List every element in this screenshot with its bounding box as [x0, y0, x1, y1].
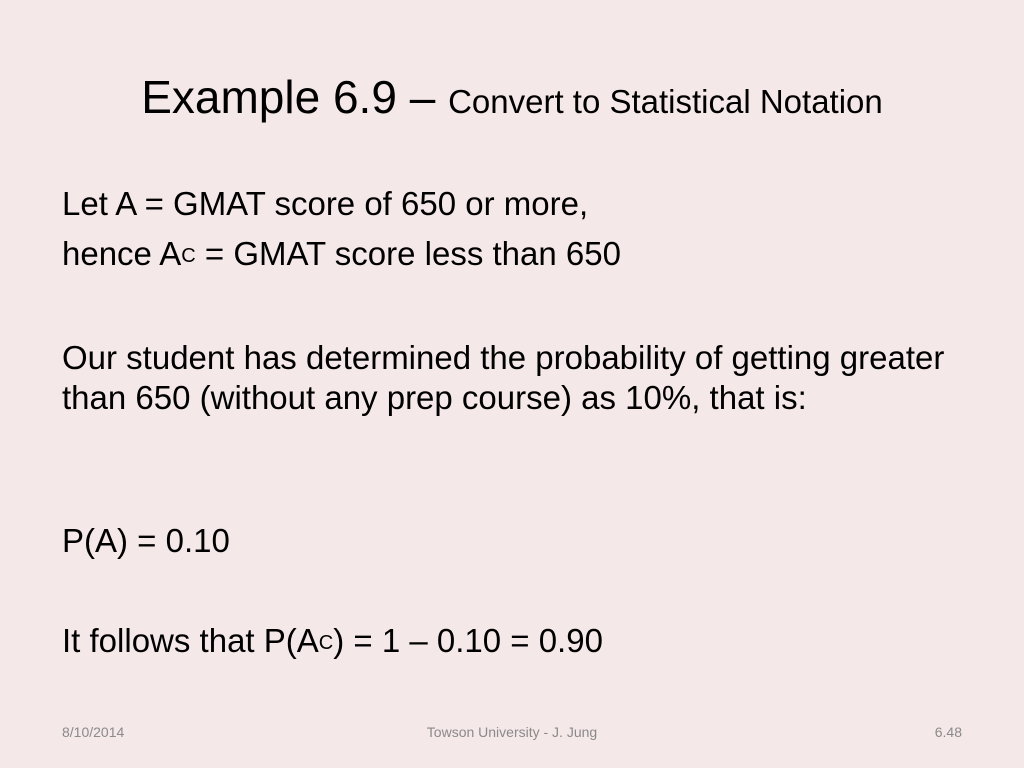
- conclusion-superscript: C: [318, 632, 334, 654]
- conclusion-prefix: It follows that P(A: [62, 622, 319, 659]
- footer-author: Towson University - J. Jung: [426, 724, 598, 740]
- conclusion-suffix: ) = 1 – 0.10 = 0.90: [333, 622, 603, 659]
- footer-page-number: 6.48: [934, 724, 962, 740]
- complement-suffix: = GMAT score less than 650: [195, 235, 621, 272]
- title-main: Example 6.9 –: [141, 71, 449, 123]
- text-line-definition-a: Let A = GMAT score of 650 or more,: [62, 185, 589, 222]
- complement-prefix: hence A: [62, 235, 182, 272]
- footer-date: 8/10/2014: [62, 724, 125, 740]
- text-line-pa: P(A) = 0.10: [62, 522, 230, 559]
- text-line-conclusion: [62, 621, 962, 661]
- title-subtitle: Convert to Statistical Notation: [448, 83, 883, 120]
- slide-title: [0, 70, 1024, 124]
- text-line-complement: [62, 234, 962, 274]
- text-paragraph-probability: Our student has determined the probability of getting greater than 650 (without any prep course) as 10%, that is:: [62, 339, 945, 416]
- complement-superscript: C: [181, 245, 196, 267]
